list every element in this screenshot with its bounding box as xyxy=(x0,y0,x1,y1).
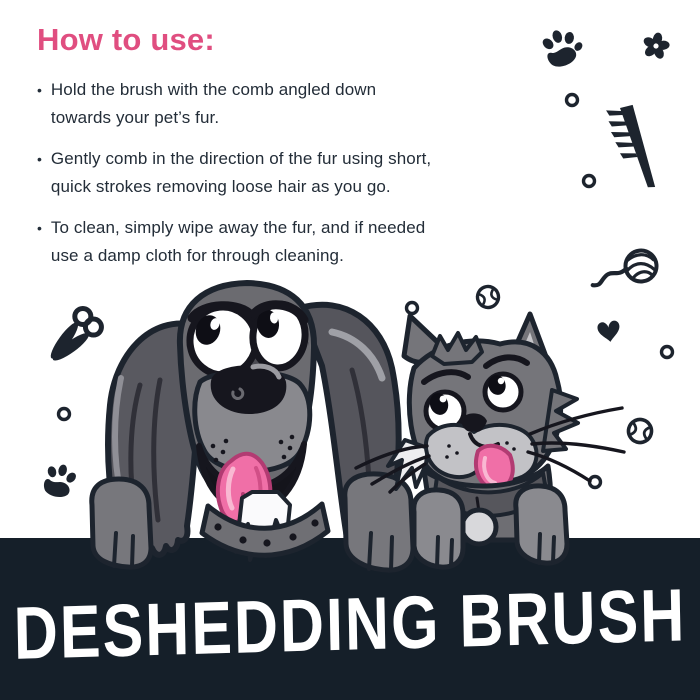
instruction-item xyxy=(37,76,577,132)
instruction-line: Gently comb in the direction of the fur using short, xyxy=(50,148,432,168)
dog-illustration xyxy=(92,283,413,570)
ball-icon xyxy=(626,417,654,445)
bullet-dot: • xyxy=(37,81,42,98)
instruction-item xyxy=(37,145,577,201)
bullet-dot: • xyxy=(37,150,42,167)
banner-title: DESHEDDING BRUSH xyxy=(13,573,687,675)
instruction-line: towards your pet’s fur. xyxy=(50,107,220,127)
dot-circle-icon xyxy=(662,347,673,358)
page-title: How to use: xyxy=(37,22,215,57)
instruction-list xyxy=(37,76,577,270)
instruction-line: use a damp cloth for through cleaning. xyxy=(50,245,344,265)
comb-icon xyxy=(604,102,659,195)
instructions-block xyxy=(37,24,577,283)
cat-collar-tag xyxy=(462,510,496,544)
scissors-icon xyxy=(40,305,105,370)
yarn-ball-icon xyxy=(590,249,658,287)
flower-icon xyxy=(639,30,673,63)
instruction-line: quick strokes removing loose hair as you go. xyxy=(50,176,391,196)
paw-icon xyxy=(40,461,79,501)
bullet-dot: • xyxy=(37,219,42,236)
dot-circle-icon xyxy=(584,176,595,187)
ball-icon xyxy=(475,284,502,311)
dot-circle-icon xyxy=(59,409,70,420)
instruction-item xyxy=(37,214,577,270)
instruction-line: To clean, simply wipe away the fur, and if needed xyxy=(50,217,426,237)
instruction-line: Hold the brush with the comb angled down xyxy=(50,79,377,99)
heart-icon xyxy=(597,320,622,343)
dot-circle-icon xyxy=(407,303,418,314)
